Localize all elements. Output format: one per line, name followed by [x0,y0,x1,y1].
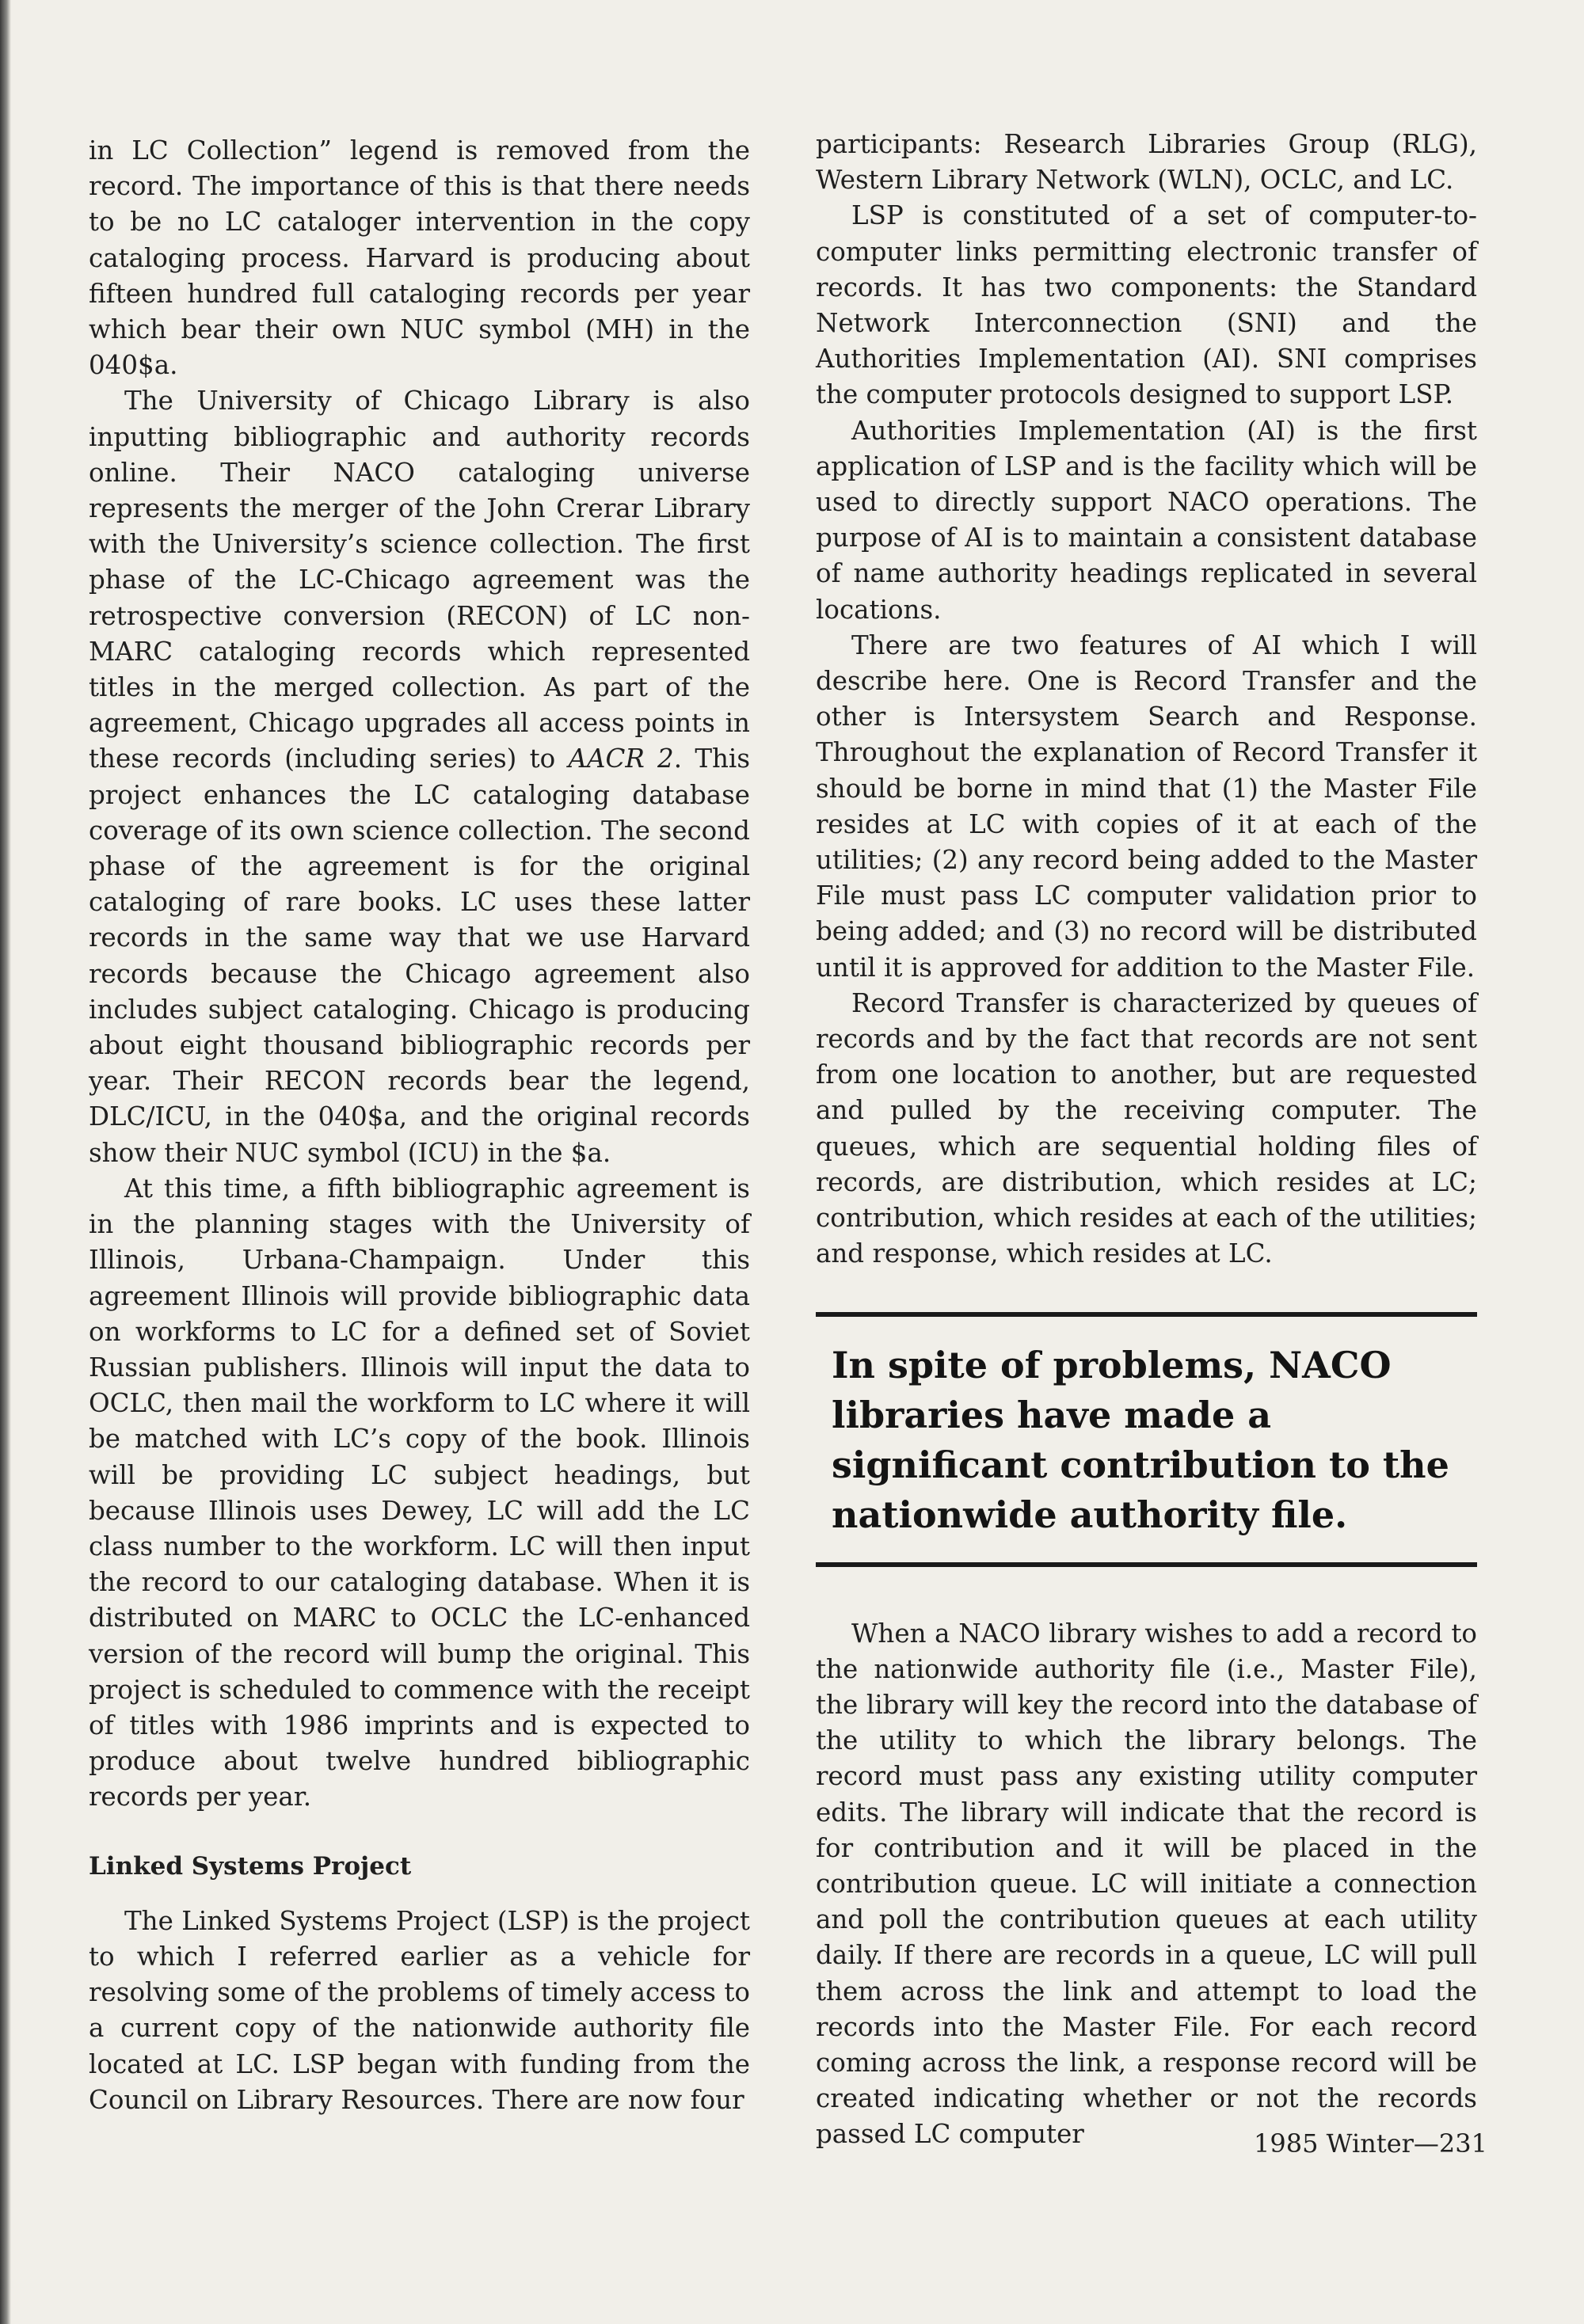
right-paragraph-3: Authorities Implementation (AI) is the first application of LSP and is the facility which will be used to directly support NACO operations. The purpose of AI is to maintain a consistent database of name authority headings replicated in several locations. [816,415,1477,625]
page-binding-edge [0,0,11,2324]
left-column [89,133,750,2118]
left-paragraph-4: The Linked Systems Project (LSP) is the project to which I referred earlier as a vehicle for resolving some of the problems of timely access to a current copy of the nationwide authority file located at LC. LSP began with funding from the Council on Library Resources. There are now four [89,1905,750,2115]
left-paragraph-2-text: The University of Chicago Library is also inputting bibliographic and authority records online. Their NACO cataloging universe represents the merger of the John Crerar Library with the University’s science collection. The first phase of the LC-Chicago agreement was the retrospective conversion (RECON) of LC non-MARC cataloging records which represented titles in the merged collection. As part of the agreement, Chicago upgrades all access points in these records (including series) to [89,386,750,774]
left-paragraph-2-italic: AACR 2 [568,744,674,774]
left-paragraph-3: At this time, a fifth bibliographic agreement is in the planning stages with the University of Illinois, Urbana-Champaign. Under this agreement Illinois will provide bibliographic data on workforms to LC for a defined set of Soviet Russian publishers. Illinois will input the data to OCLC, then mail the workform to LC where it will be matched with LC’s copy of the book. Illinois will be providing LC subject headings, but because Illinois uses Dewey, LC will add the LC class number to the workform. LC will then input the record to our cataloging database. When it is distributed on MARC to OCLC the LC-enhanced version of the record will bump the original. This project is scheduled to commence with the receipt of titles with 1986 imprints and is expected to produce about twelve hundred bibliographic records per year. [89,1173,750,1812]
page-footer: 1985 Winter—231 [1254,2128,1487,2159]
left-paragraph-2 [89,383,750,1170]
right-paragraph-5: Record Transfer is characterized by queues of records and by the fact that records are not sent from one location to another, but are requested and pulled by the receiving computer. The queues, which are sequential holding files of records, are distribution, which resides at LC; contribution, which resides at each of the utilities; and response, which resides at LC. [816,987,1477,1269]
pull-quote [816,1312,1477,1567]
pull-quote-text: In spite of problems, NACO libraries have made a significant contribution to the nationwide authority file. [832,1343,1449,1536]
right-paragraph-1: participants: Research Libraries Group (RLG), Western Library Network (WLN), OCLC, and LC. [816,129,1477,196]
left-paragraph-2-cont: . This project enhances the LC cataloging database coverage of its own science collection. The second phase of the agreement is for the original cataloging of rare books. LC uses these latter records in the same way that we use Harvard records because the Chicago agreement also includes subject cataloging. Chicago is producing about eight thousand bibliographic records per year. Their RECON records bear the legend, DLC/ICU, in the 040$a, and the original records show their NUC symbol (ICU) in the $a. [89,744,751,1168]
right-paragraph-4: There are two features of AI which I will describe here. One is Record Transfer and the other is Intersystem Search and Response. Throughout the explanation of Record Transfer it should be borne in mind that (1) the Master File resides at LC with copies of it at each of the utilities; (2) any record being added to the Master File must pass LC computer validation prior to being added; and (3) no record will be distributed until it is approved for addition to the Master File. [816,629,1477,983]
left-paragraph-1: in LC Collection” legend is removed from the record. The importance of this is that there needs to be no LC cataloger intervention in the copy cataloging process. Harvard is producing about fifteen hundred full cataloging records per year which bear their own NUC symbol (MH) in the 040$a. [89,135,750,381]
section-subhead: Linked Systems Project [89,1851,412,1881]
right-paragraph-2: LSP is constituted of a set of computer-to-computer links permitting electronic transfer of records. It has two components: the Standard Network Interconnection (SNI) and the Authorities Implementation (AI). SNI comprises the computer protocols designed to support LSP. [816,200,1477,410]
right-column [816,127,1477,2153]
right-paragraph-6: When a NACO library wishes to add a record to the nationwide authority file (i.e., Master File), the library will key the record into the database of the utility to which the library belongs. The record must pass any existing utility computer edits. The library will indicate that the record is for contribution and it will be placed in the contribution queue. LC will initiate a connection and poll the contribution queues at each utility daily. If there are records in a queue, LC will pull them across the link and attempt to load the records into the Master File. For each record coming across the link, a response record will be created indicating whether or not the records passed LC computer [816,1618,1477,2150]
